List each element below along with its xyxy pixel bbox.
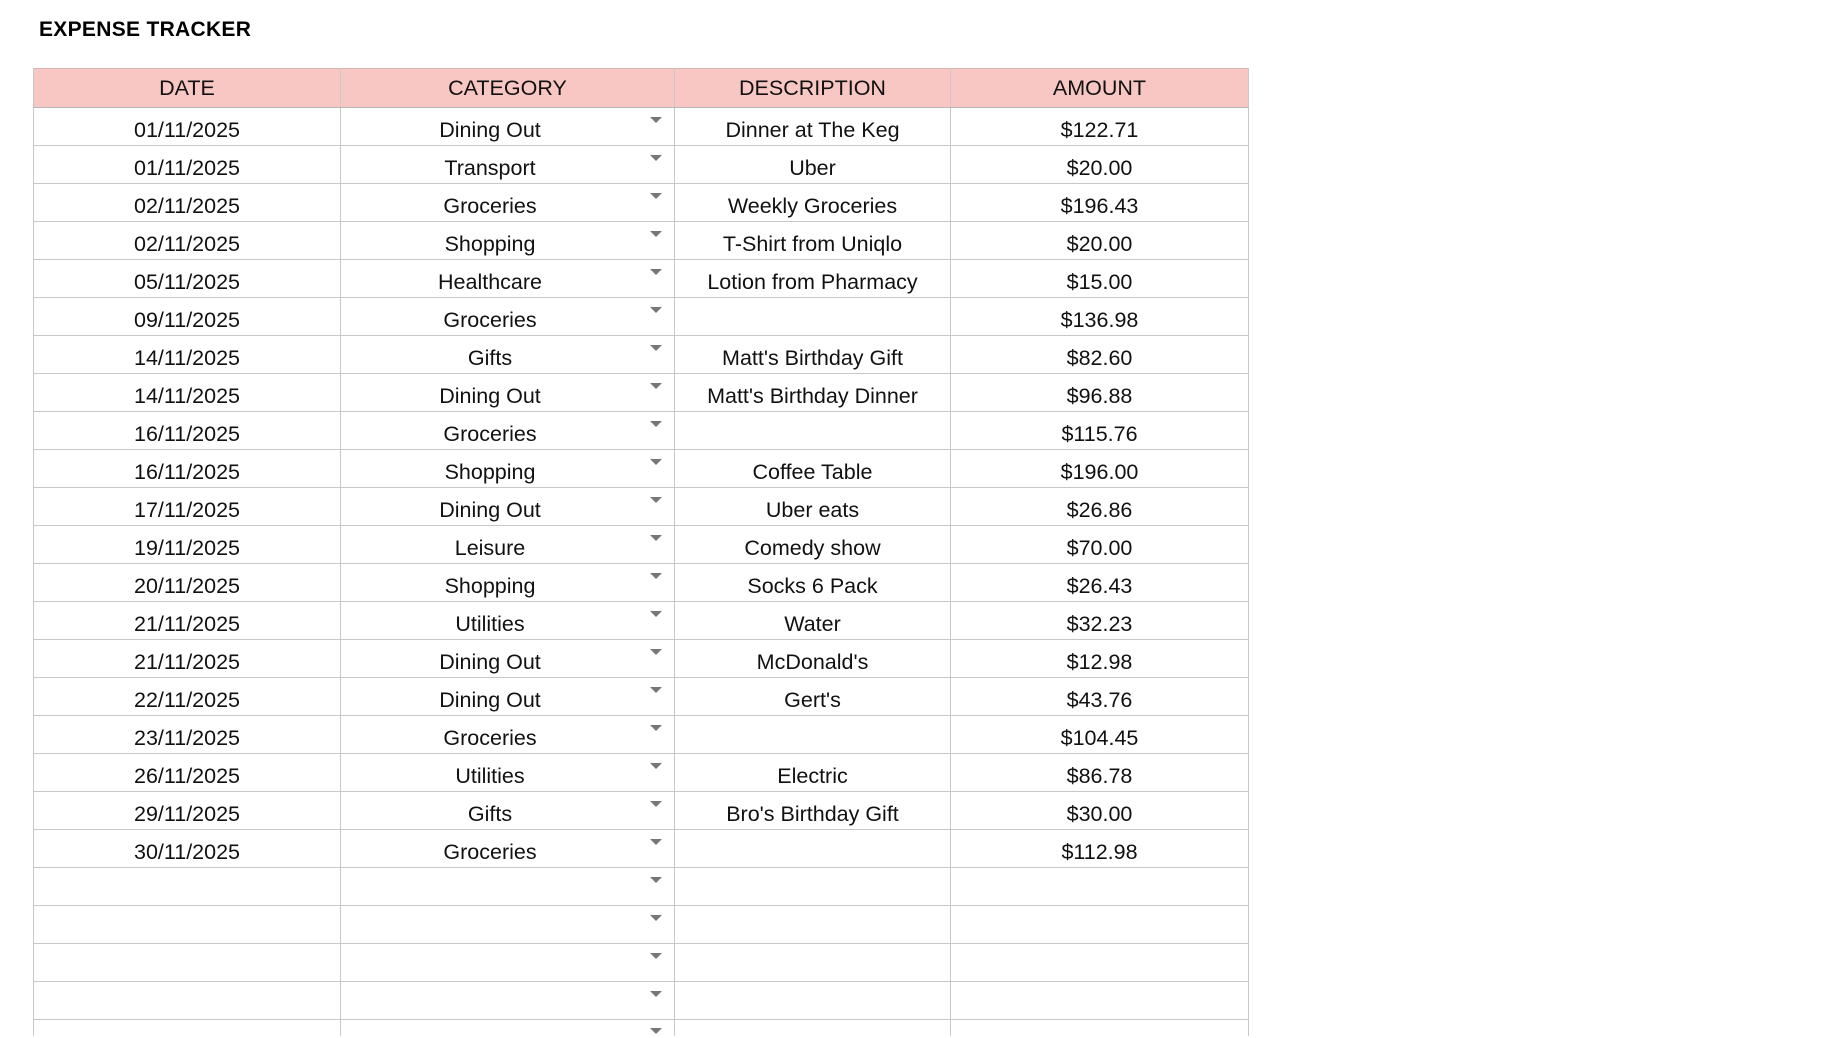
caret-down-icon[interactable]: [650, 307, 662, 313]
date-cell[interactable]: [34, 412, 341, 450]
description-cell-text: T-Shirt from Uniqlo: [722, 232, 903, 256]
amount-cell[interactable]: [951, 564, 1249, 602]
amount-cell-text: $26.43: [1066, 574, 1133, 598]
category-cell[interactable]: [341, 602, 675, 640]
caret-down-icon[interactable]: [650, 345, 662, 351]
description-cell[interactable]: [675, 564, 951, 602]
date-cell[interactable]: [34, 146, 341, 184]
category-cell-text: Shopping: [444, 574, 536, 598]
category-cell-text: Shopping: [444, 460, 536, 484]
description-cell-text: Coffee Table: [752, 460, 873, 484]
header-amount[interactable]: AMOUNT: [951, 69, 1249, 108]
description-cell[interactable]: [675, 526, 951, 564]
caret-down-icon[interactable]: [650, 877, 662, 883]
date-cell-text: 20/11/2025: [133, 574, 240, 598]
description-cell[interactable]: [675, 488, 951, 526]
caret-down-icon[interactable]: [650, 117, 662, 123]
category-cell[interactable]: [341, 336, 675, 374]
description-cell[interactable]: [675, 374, 951, 412]
description-cell-text: Gert's: [784, 688, 841, 712]
description-cell-text: Electric: [777, 764, 848, 788]
amount-cell-text: $12.98: [1066, 650, 1133, 674]
description-cell-text: Comedy show: [744, 536, 881, 560]
category-cell[interactable]: [341, 754, 675, 792]
description-cell[interactable]: [675, 1020, 951, 1037]
date-cell[interactable]: [34, 716, 341, 754]
amount-cell-text: $104.45: [1060, 726, 1139, 750]
date-cell-text: 21/11/2025: [133, 612, 240, 636]
amount-cell[interactable]: [951, 412, 1249, 450]
date-cell[interactable]: [34, 450, 341, 488]
description-cell[interactable]: [675, 108, 951, 146]
amount-cell[interactable]: [951, 450, 1249, 488]
date-cell-text: 02/11/2025: [133, 232, 240, 256]
category-cell-text: Shopping: [444, 232, 536, 256]
category-cell[interactable]: [341, 944, 675, 982]
header-date[interactable]: DATE: [34, 69, 341, 108]
amount-cell-text: $196.43: [1060, 194, 1139, 218]
category-cell[interactable]: [341, 146, 675, 184]
amount-cell[interactable]: [951, 108, 1249, 146]
description-cell-text: Dinner at The Keg: [725, 118, 900, 142]
category-cell-text: Leisure: [454, 536, 526, 560]
description-cell[interactable]: [675, 146, 951, 184]
amount-cell-text: $112.98: [1061, 840, 1138, 864]
category-cell[interactable]: [341, 374, 675, 412]
table-row: [34, 944, 1249, 982]
description-cell[interactable]: [675, 906, 951, 944]
date-cell-text: 09/11/2025: [133, 308, 240, 332]
date-cell-text: 02/11/2025: [133, 194, 240, 218]
table-row: [34, 754, 1249, 792]
date-cell[interactable]: [34, 1020, 341, 1037]
category-cell-text: Dining Out: [439, 498, 541, 522]
table-row: [34, 830, 1249, 868]
caret-down-icon[interactable]: [650, 383, 662, 389]
amount-cell[interactable]: [951, 906, 1249, 944]
table-row: [34, 640, 1249, 678]
description-cell-text: Matt's Birthday Dinner: [707, 384, 918, 408]
category-cell[interactable]: [341, 260, 675, 298]
description-cell[interactable]: [675, 450, 951, 488]
amount-cell-text: $32.23: [1066, 612, 1133, 636]
date-cell[interactable]: [34, 184, 341, 222]
amount-cell[interactable]: [951, 602, 1249, 640]
amount-cell[interactable]: [951, 640, 1249, 678]
caret-down-icon[interactable]: [650, 763, 662, 769]
date-cell-text: 17/11/2025: [133, 498, 240, 522]
caret-down-icon[interactable]: [650, 839, 662, 845]
caret-down-icon[interactable]: [650, 687, 662, 693]
amount-cell[interactable]: [951, 184, 1249, 222]
description-cell-text: Water: [784, 612, 841, 636]
caret-down-icon[interactable]: [650, 193, 662, 199]
category-cell[interactable]: [341, 906, 675, 944]
table-row: [34, 1020, 1249, 1037]
amount-cell-text: $136.98: [1060, 308, 1139, 332]
date-cell-text: 01/11/2025: [133, 118, 240, 142]
date-cell-text: 14/11/2025: [133, 384, 240, 408]
description-cell-text: Socks 6 Pack: [747, 574, 878, 598]
date-cell[interactable]: [34, 678, 341, 716]
category-cell-text: Groceries: [443, 308, 537, 332]
caret-down-icon[interactable]: [650, 1028, 662, 1034]
description-cell[interactable]: [675, 868, 951, 906]
table-row: [34, 450, 1249, 488]
category-cell[interactable]: [341, 640, 675, 678]
header-category[interactable]: CATEGORY: [341, 69, 675, 108]
date-cell-text: 23/11/2025: [133, 726, 240, 750]
category-cell[interactable]: [341, 298, 675, 336]
category-cell-text: Groceries: [443, 194, 537, 218]
amount-cell[interactable]: [951, 792, 1249, 830]
table-row: [34, 792, 1249, 830]
amount-cell[interactable]: [951, 298, 1249, 336]
date-cell[interactable]: [34, 868, 341, 906]
category-cell[interactable]: [341, 792, 675, 830]
description-cell-text: McDonald's: [756, 650, 869, 674]
amount-cell-text: $122.71: [1060, 118, 1139, 142]
amount-cell-text: $82.60: [1066, 346, 1133, 370]
header-description[interactable]: DESCRIPTION: [675, 69, 951, 108]
amount-cell[interactable]: [951, 868, 1249, 906]
amount-cell[interactable]: [951, 754, 1249, 792]
description-cell-text: Weekly Groceries: [727, 194, 898, 218]
category-cell[interactable]: [341, 222, 675, 260]
category-cell[interactable]: [341, 108, 675, 146]
table-row: [34, 374, 1249, 412]
table-row: [34, 184, 1249, 222]
description-cell[interactable]: [675, 716, 951, 754]
amount-cell-text: $20.00: [1066, 156, 1133, 180]
amount-cell[interactable]: [951, 374, 1249, 412]
description-cell[interactable]: [675, 184, 951, 222]
amount-cell-text: $30.00: [1066, 802, 1133, 826]
amount-cell[interactable]: [951, 830, 1249, 868]
date-cell-text: 19/11/2025: [133, 536, 240, 560]
description-cell[interactable]: [675, 298, 951, 336]
caret-down-icon[interactable]: [650, 155, 662, 161]
table-row: [34, 982, 1249, 1020]
amount-cell-text: $96.88: [1066, 384, 1133, 408]
description-cell[interactable]: [675, 754, 951, 792]
date-cell[interactable]: [34, 374, 341, 412]
amount-cell[interactable]: [951, 260, 1249, 298]
amount-cell-text: $43.76: [1066, 688, 1133, 712]
amount-cell-text: $26.86: [1066, 498, 1133, 522]
caret-down-icon[interactable]: [650, 421, 662, 427]
category-cell[interactable]: [341, 526, 675, 564]
category-cell-text: Groceries: [443, 726, 537, 750]
date-cell[interactable]: [34, 792, 341, 830]
date-cell[interactable]: [34, 640, 341, 678]
category-cell[interactable]: [341, 982, 675, 1020]
date-cell[interactable]: [34, 906, 341, 944]
caret-down-icon[interactable]: [650, 991, 662, 997]
date-cell[interactable]: [34, 754, 341, 792]
date-cell-text: 16/11/2025: [133, 460, 240, 484]
date-cell-text: 22/11/2025: [133, 688, 240, 712]
amount-cell[interactable]: [951, 678, 1249, 716]
table-row: [34, 716, 1249, 754]
caret-down-icon[interactable]: [650, 725, 662, 731]
date-cell[interactable]: [34, 944, 341, 982]
amount-cell[interactable]: [951, 982, 1249, 1020]
category-cell-text: Dining Out: [439, 688, 541, 712]
date-cell-text: 30/11/2025: [133, 840, 240, 864]
date-cell[interactable]: [34, 564, 341, 602]
category-cell-text: Gifts: [467, 802, 513, 826]
caret-down-icon[interactable]: [650, 459, 662, 465]
amount-cell[interactable]: [951, 944, 1249, 982]
caret-down-icon[interactable]: [650, 915, 662, 921]
category-cell-text: Dining Out: [439, 384, 541, 408]
category-cell-text: Groceries: [443, 422, 537, 446]
category-cell[interactable]: [341, 564, 675, 602]
table-row: [34, 564, 1249, 602]
table-row: [34, 260, 1249, 298]
description-cell[interactable]: [675, 792, 951, 830]
table-row: [34, 868, 1249, 906]
date-cell-text: 14/11/2025: [133, 346, 240, 370]
amount-cell[interactable]: [951, 488, 1249, 526]
description-cell[interactable]: [675, 982, 951, 1020]
caret-down-icon[interactable]: [650, 269, 662, 275]
table-row: [34, 412, 1249, 450]
category-cell-text: Groceries: [443, 840, 537, 864]
date-cell[interactable]: [34, 260, 341, 298]
category-cell[interactable]: [341, 1020, 675, 1037]
caret-down-icon[interactable]: [650, 649, 662, 655]
description-cell[interactable]: [675, 602, 951, 640]
description-cell[interactable]: [675, 222, 951, 260]
category-cell[interactable]: [341, 868, 675, 906]
category-cell[interactable]: [341, 678, 675, 716]
date-cell-text: 01/11/2025: [133, 156, 240, 180]
date-cell-text: 21/11/2025: [133, 650, 240, 674]
date-cell[interactable]: [34, 526, 341, 564]
table-row: [34, 108, 1249, 146]
date-cell-text: 26/11/2025: [133, 764, 240, 788]
category-cell-text: Dining Out: [439, 650, 541, 674]
caret-down-icon[interactable]: [650, 611, 662, 617]
caret-down-icon[interactable]: [650, 497, 662, 503]
amount-cell-text: $70.00: [1066, 536, 1133, 560]
date-cell-text: 05/11/2025: [133, 270, 240, 294]
caret-down-icon[interactable]: [650, 573, 662, 579]
description-cell-text: Matt's Birthday Gift: [722, 346, 903, 370]
description-cell-text: Lotion from Pharmacy: [707, 270, 918, 294]
date-cell[interactable]: [34, 222, 341, 260]
category-cell[interactable]: [341, 488, 675, 526]
category-cell-text: Utilities: [455, 764, 525, 788]
sheet-title: EXPENSE TRACKER: [39, 18, 252, 41]
category-cell[interactable]: [341, 450, 675, 488]
caret-down-icon[interactable]: [650, 953, 662, 959]
caret-down-icon[interactable]: [650, 231, 662, 237]
category-cell-text: Dining Out: [439, 118, 541, 142]
description-cell[interactable]: [675, 260, 951, 298]
category-cell[interactable]: [341, 716, 675, 754]
description-cell[interactable]: [675, 640, 951, 678]
description-cell-text: Uber: [789, 156, 836, 180]
amount-cell-text: $196.00: [1060, 460, 1139, 484]
date-cell-text: 29/11/2025: [133, 802, 240, 826]
amount-cell-text: $115.76: [1061, 422, 1138, 446]
table-row: [34, 602, 1249, 640]
date-cell[interactable]: [34, 982, 341, 1020]
date-cell[interactable]: [34, 488, 341, 526]
date-cell-text: 16/11/2025: [133, 422, 240, 446]
description-cell[interactable]: [675, 944, 951, 982]
amount-cell[interactable]: [951, 146, 1249, 184]
category-cell-text: Transport: [444, 156, 536, 180]
description-cell[interactable]: [675, 412, 951, 450]
table-row: [34, 336, 1249, 374]
date-cell[interactable]: [34, 298, 341, 336]
category-cell-text: Gifts: [467, 346, 513, 370]
description-cell[interactable]: [675, 678, 951, 716]
category-cell[interactable]: [341, 830, 675, 868]
amount-cell-text: $15.00: [1066, 270, 1133, 294]
category-cell[interactable]: [341, 412, 675, 450]
expense-table: [33, 68, 1249, 1036]
description-cell-text: Bro's Birthday Gift: [726, 802, 899, 826]
category-cell-text: Healthcare: [438, 270, 542, 294]
category-cell[interactable]: [341, 184, 675, 222]
amount-cell-text: $20.00: [1066, 232, 1133, 256]
header-row: [34, 69, 1249, 108]
table-row: [34, 678, 1249, 716]
amount-cell[interactable]: [951, 1020, 1249, 1037]
table-row: [34, 488, 1249, 526]
category-cell-text: Utilities: [455, 612, 525, 636]
amount-cell-text: $86.78: [1066, 764, 1133, 788]
amount-cell[interactable]: [951, 222, 1249, 260]
amount-cell[interactable]: [951, 526, 1249, 564]
description-cell-text: Uber eats: [765, 498, 860, 522]
date-cell[interactable]: [34, 108, 341, 146]
caret-down-icon[interactable]: [650, 801, 662, 807]
date-cell[interactable]: [34, 830, 341, 868]
date-cell[interactable]: [34, 336, 341, 374]
description-cell[interactable]: [675, 830, 951, 868]
date-cell[interactable]: [34, 602, 341, 640]
amount-cell[interactable]: [951, 336, 1249, 374]
table-row: [34, 146, 1249, 184]
table-row: [34, 222, 1249, 260]
table-row: [34, 298, 1249, 336]
caret-down-icon[interactable]: [650, 535, 662, 541]
description-cell[interactable]: [675, 336, 951, 374]
table-row: [34, 906, 1249, 944]
amount-cell[interactable]: [951, 716, 1249, 754]
table-row: [34, 526, 1249, 564]
